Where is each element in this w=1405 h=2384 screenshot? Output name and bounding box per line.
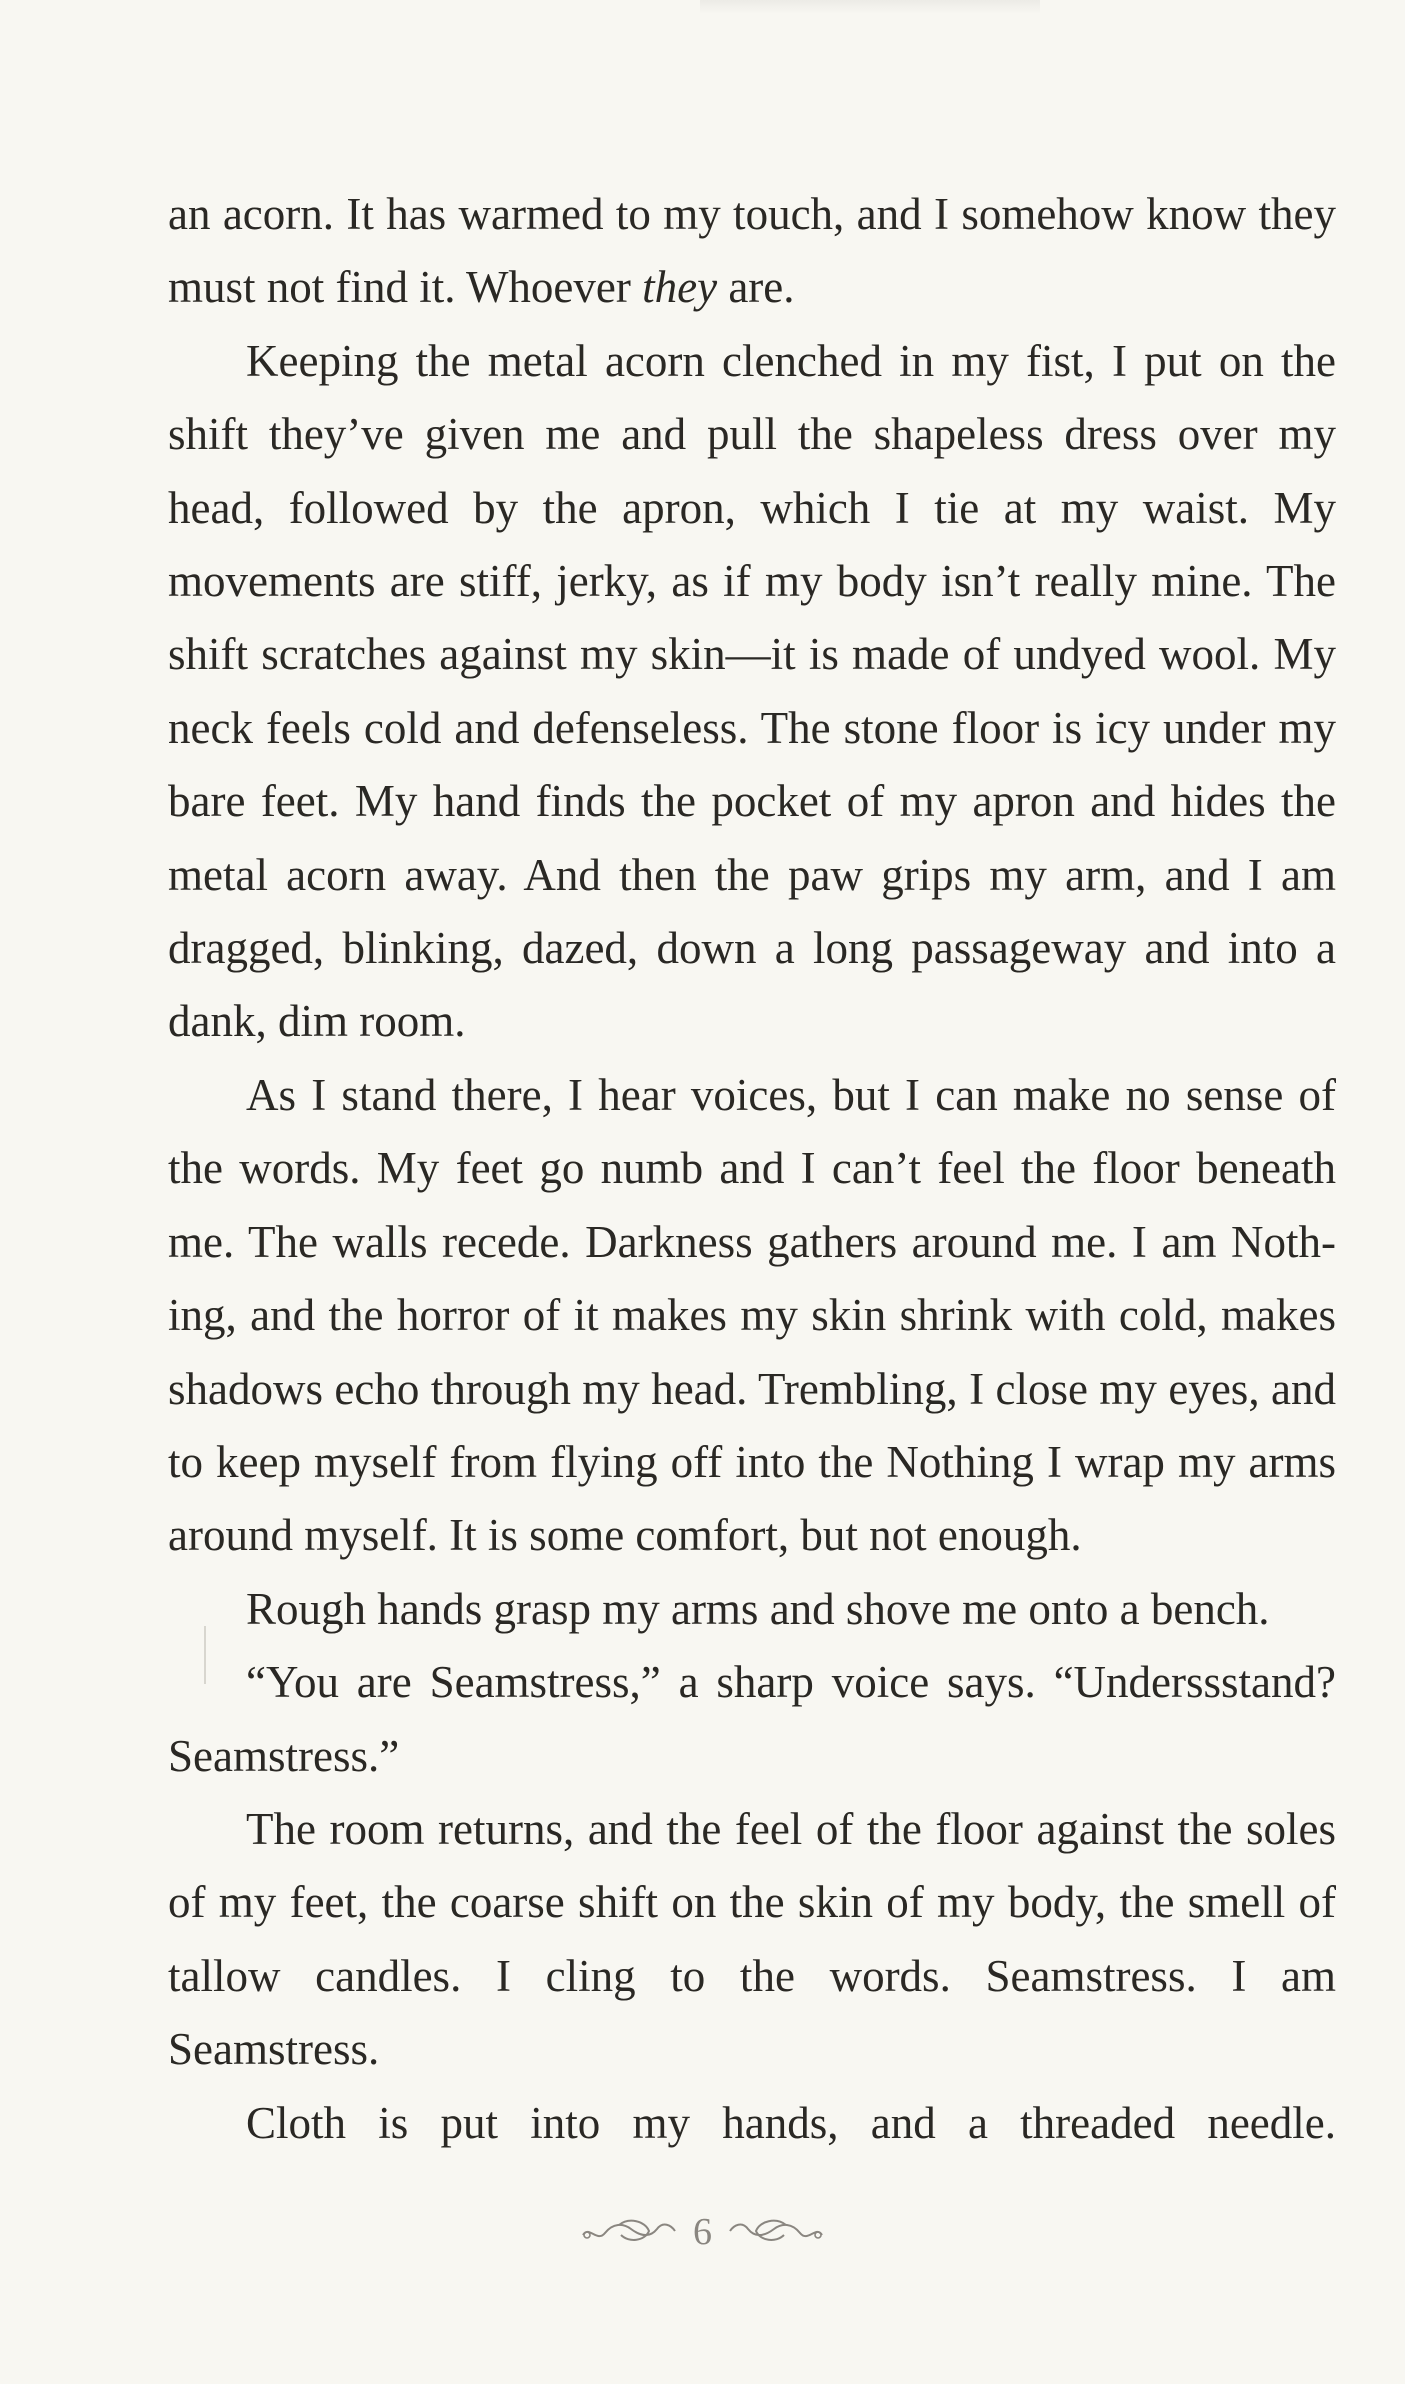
scan-smudge xyxy=(700,0,1040,14)
paragraph: an acorn. It has warmed to my touch, and I somehow know they must not find it. Whoever they are. xyxy=(168,189,1336,313)
paragraph: Keeping the metal acorn clenched in my fist, I put on the shift they’ve given me and pull the shapeless dress over my head, followed by the apron, which I tie at my waist. My movements are stiff, jerky, as if my body isn’t really mine. The shift scratches against my skin—it is made of undyed wool. My neck feels cold and defenseless. The stone floor is icy under my bare feet. My hand finds the pocket of my apron and hides the metal acorn away. And then the paw grips my arm, and I am dragged, blinking, dazed, down a long passageway and into a dank, dim room. xyxy=(168,335,1336,1047)
left-flourish-icon xyxy=(579,2215,679,2249)
body-text xyxy=(168,178,1336,2160)
page-folio xyxy=(0,2210,1405,2254)
paragraph: Cloth is put into my hands, and a threaded needle. xyxy=(246,2097,1336,2148)
paragraph: Rough hands grasp my arms and shove me onto a bench. xyxy=(246,1583,1270,1634)
italic-word: they xyxy=(642,262,718,313)
right-flourish-icon xyxy=(726,2215,826,2249)
paragraph: “You are Seamstress,” a sharp voice says. “Underssstand? Seamstress.” xyxy=(168,1657,1336,1781)
paragraph: As I stand there, I hear voices, but I can make no sense of the words. My feet go numb and I can’t feel the floor beneath me. The walls recede. Darkness gathers around me. I am Nothing, and the horror of it makes my skin shrink with cold, makes shadows echo through my head. Trembling, I close my eyes, and to keep myself from flying off into the Nothing I wrap my arms around myself. It is some comfort, but not enough. xyxy=(168,1069,1336,1561)
paragraph: The room returns, and the feel of the floor against the soles of my feet, the coarse shift on the skin of my body, the smell of tallow candles. I cling to the words. Seamstress. I am Seamstress. xyxy=(168,1803,1336,2075)
page-number: 6 xyxy=(693,2211,712,2253)
